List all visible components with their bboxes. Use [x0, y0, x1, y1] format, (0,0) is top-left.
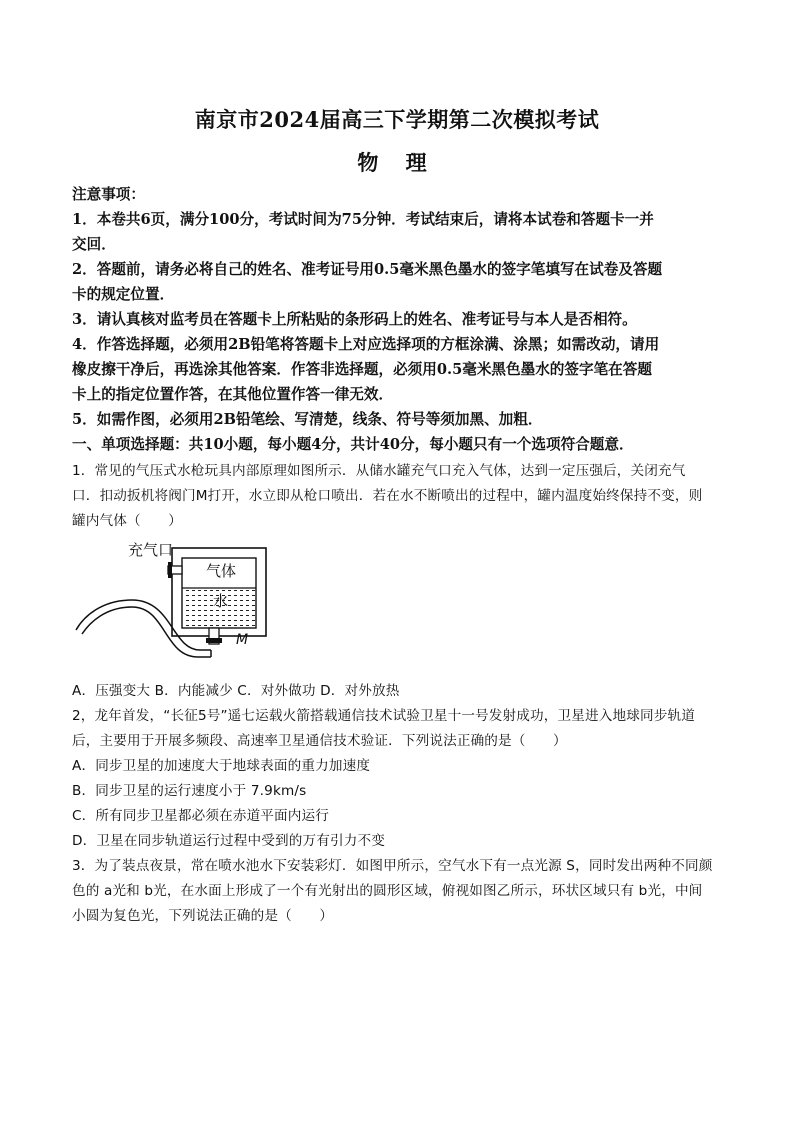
notice-line: 卡上的指定位置作答，在其他位置作答一律无效． [72, 386, 394, 403]
question-2-text: 后，主要用于开展多频段、高速率卫星通信技术验证．下列说法正确的是（ ） [72, 733, 567, 749]
exam-title: 南京市2024届高三下学期第二次模拟考试 [194, 107, 600, 132]
question-3-text: 3．为了装点夜景，常在喷水池水下安装彩灯．如图甲所示，空气水下有一点光源 S，同时发出两种不同颜 [72, 858, 713, 874]
notice-line: 橡皮擦干净后，再选涂其他答案．作答非选择题，必须用0.5毫米黑色墨水的签字笔在答题 [72, 361, 652, 378]
notice-line: 卡的规定位置． [72, 286, 175, 303]
question-3-text: 小圆为复色光，下列说法正确的是（ ） [72, 908, 334, 924]
section-heading: 一、单项选择题：共10小题，每小题4分，共计40分，每小题只有一个选项符合题意． [72, 436, 634, 453]
gas-label: 气体 [206, 562, 237, 580]
notice-line: 4．作答选择题，必须用2B铅笔将答题卡上对应选择项的方框涂满、涂黑；如需改动，请用 [72, 336, 660, 353]
question-2-text: 2，龙年首发，“长征5号”遥七运载火箭搭载通信技术试验卫星十一号发射成功，卫星进入地球同步轨道 [72, 708, 695, 724]
question-3-text: 色的 a光和 b光，在水面上形成了一个有光射出的圆形区域，俯视如图乙所示，环状区域只有 b光，中间 [72, 883, 703, 899]
notice-line: 2．答题前，请务必将自己的姓名、准考证号用0.5毫米黑色墨水的签字笔填写在试卷及答题 [72, 261, 663, 278]
question-1-text: 1．常见的气压式水枪玩具内部原理如图所示．从储水罐充气口充入气体，达到一定压强后，关闭充气 [72, 463, 686, 479]
inlet-cap [168, 562, 172, 578]
inlet-label: 充气口 [128, 541, 174, 559]
notice-line: 5．如需作图，必须用2B铅笔绘、写清楚，线条、符号等须加黑、加粗． [72, 411, 543, 428]
question-1-text: 口．扣动扳机将阀门M打开，水立即从枪口喷出．若在水不断喷出的过程中，罐内温度始终保持不变，则 [72, 488, 703, 504]
question-1-text: 罐内气体（ ） [72, 513, 182, 529]
exam-subject: 物 理 [357, 150, 437, 175]
notice-line: 1．本卷共6页，满分100分，考试时间为75分钟．考试结束后，请将本试卷和答题卡一并 [72, 211, 654, 228]
question-2-option: D．卫星在同步轨道运行过程中受到的万有引力不变 [72, 833, 385, 849]
valve-m [206, 638, 222, 643]
water-gun-figure [72, 538, 276, 664]
question-2-option: C．所有同步卫星都必须在赤道平面内运行 [72, 808, 330, 824]
notice-line: 交回． [72, 236, 116, 253]
water-label: 水 [213, 592, 229, 610]
notice-heading: 注意事项： [72, 186, 145, 203]
question-2-option: B．同步卫星的运行速度小于 7.9km/s [72, 783, 307, 799]
notice-line: 3．请认真核对监考员在答题卡上所粘贴的条形码上的姓名、准考证号与本人是否相符。 [72, 311, 637, 328]
question-2-option: A．同步卫星的加速度大于地球表面的重力加速度 [72, 758, 371, 774]
question-1-options: A．压强变大 B．内能减少 C．对外做功 D．对外放热 [72, 683, 400, 699]
valve-label: M [236, 632, 249, 648]
